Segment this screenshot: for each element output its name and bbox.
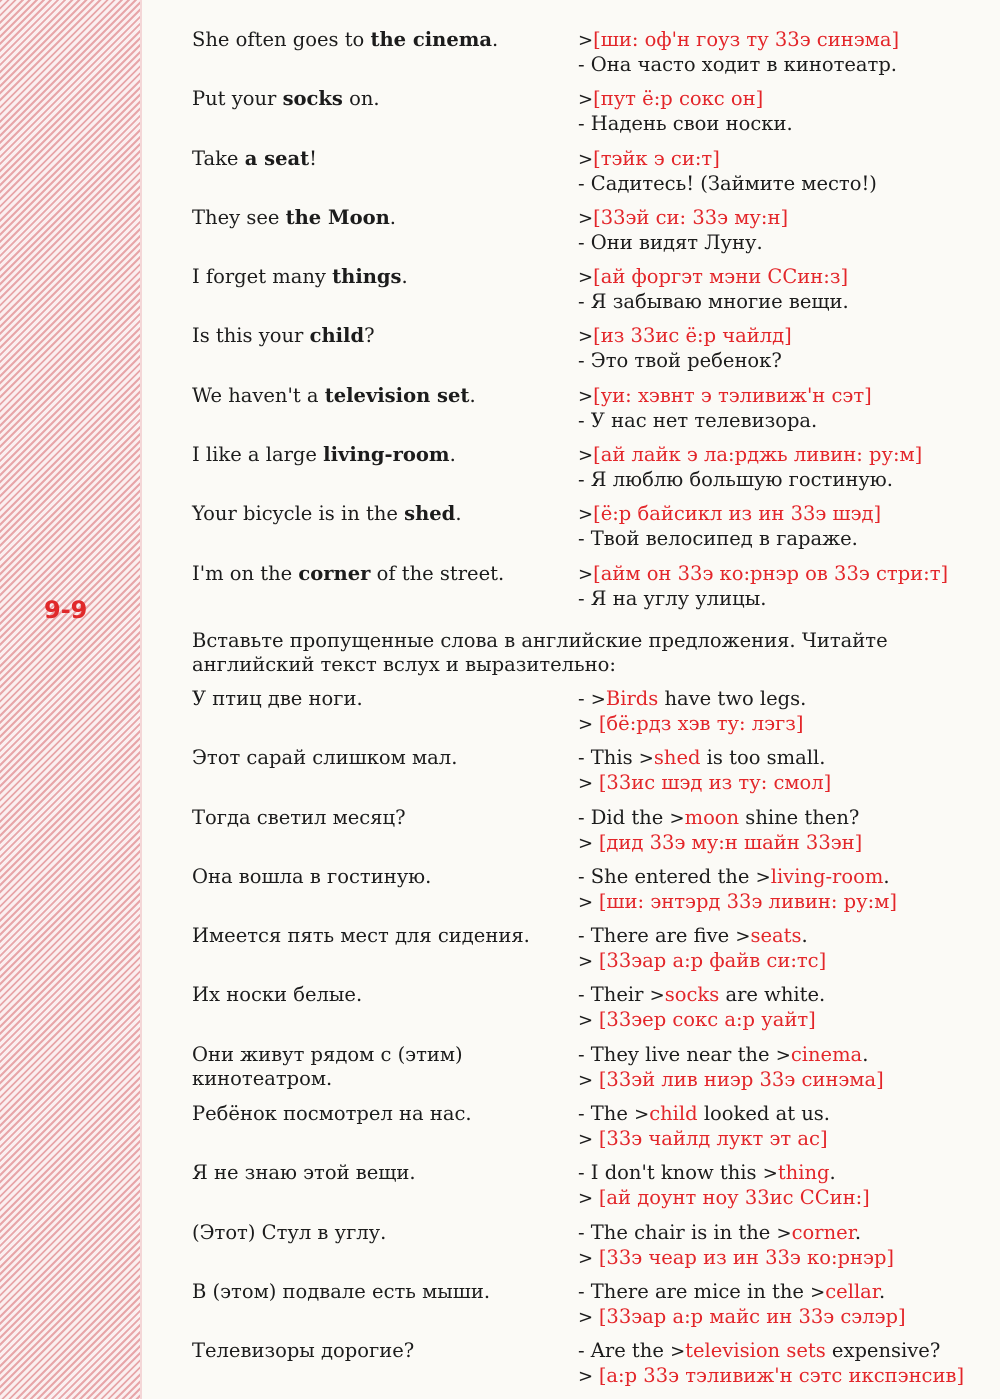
- translation-block: [578, 324, 978, 373]
- translation-block: [578, 147, 978, 196]
- russian-sentence-line: Телевизоры дорогие?: [192, 1339, 415, 1363]
- answer-suffix: are white.: [719, 983, 826, 1007]
- russian-sentence: [192, 1102, 572, 1126]
- answer-block: [578, 1102, 978, 1152]
- sentence-keyword: the Moon: [285, 205, 390, 229]
- decorative-side-stripe: [0, 0, 142, 1399]
- sentence-text: .: [389, 205, 396, 229]
- pointer-glyph: >: [578, 1129, 599, 1151]
- sentence-keyword: living-room: [323, 443, 450, 467]
- transcription: [33эар а:р файв си:тс]: [598, 949, 827, 973]
- translation-block: [578, 384, 978, 433]
- russian-sentence-line: У птиц две ноги.: [192, 686, 363, 710]
- sentence-text: We haven't a: [192, 383, 325, 407]
- sentence-row: [192, 28, 972, 87]
- transcription: [33э чайлд лукт эт ас]: [598, 1127, 828, 1151]
- sentence-text: .: [401, 265, 408, 289]
- sentence-text: of the street.: [370, 561, 505, 585]
- russian-translation: - Они видят Луну.: [578, 230, 763, 254]
- answer-suffix: have two legs.: [658, 686, 807, 710]
- answer-block: [578, 1043, 978, 1093]
- sentence-row: [192, 443, 972, 502]
- filled-answer: Birds: [605, 686, 659, 710]
- answer-prefix: - Are the: [578, 1339, 671, 1363]
- answer-suffix: .: [883, 864, 890, 888]
- sentence-row: [192, 502, 972, 561]
- transcription-line: [578, 265, 978, 290]
- sentence-text: .: [449, 443, 456, 467]
- answer-prefix: - This: [578, 746, 639, 770]
- english-answer-line: [578, 1280, 978, 1305]
- english-answer-line: [578, 687, 978, 712]
- filled-answer: thing: [777, 1161, 830, 1185]
- answer-block: [578, 983, 978, 1033]
- english-answer-line: [578, 1339, 978, 1364]
- pointer-glyph: >: [578, 1010, 599, 1032]
- pointer-glyph: >: [578, 1069, 599, 1091]
- answer-suffix: .: [829, 1161, 836, 1185]
- answer-prefix: - She entered the: [578, 864, 756, 888]
- pointer-glyph: >: [669, 807, 685, 829]
- english-answer-line: [578, 1221, 978, 1246]
- sentence-keyword: a seat: [244, 146, 310, 170]
- english-answer-line: [578, 1102, 978, 1127]
- exercise-row: [192, 746, 972, 805]
- translation-block: [578, 206, 978, 255]
- answer-suffix: .: [862, 1042, 869, 1066]
- russian-sentence: [192, 924, 572, 948]
- pointer-glyph: >: [578, 89, 594, 111]
- english-sentence: [192, 324, 572, 348]
- russian-translation: - Садитесь! (Займите место!): [578, 171, 877, 195]
- answer-prefix: - There are mice in the: [578, 1279, 811, 1303]
- transcription-line: [578, 206, 978, 231]
- russian-translation: - Я люблю большую гостиную.: [578, 468, 893, 492]
- translation-block: [578, 443, 978, 492]
- russian-sentence-line: Я не знаю этой вещи.: [192, 1161, 416, 1185]
- russian-sentence-line: Имеется пять мест для сидения.: [192, 924, 530, 948]
- sentence-text: I like a large: [192, 443, 324, 467]
- exercise-row: [192, 924, 972, 983]
- english-sentence: [192, 28, 572, 52]
- english-answer-line: [578, 1043, 978, 1068]
- pointer-glyph: >: [735, 926, 751, 948]
- answer-suffix: shine then?: [739, 805, 860, 829]
- exercise-row: [192, 806, 972, 865]
- transcription: [ай лайк э ла:рджь ливин: ру:м]: [593, 443, 923, 467]
- answer-block: [578, 1161, 978, 1211]
- transcription-line: [578, 1186, 978, 1211]
- exercise-row: [192, 687, 972, 746]
- russian-sentence: [192, 983, 572, 1007]
- transcription: [33ис шэд из ту: смол]: [598, 771, 832, 795]
- russian-sentence: [192, 746, 572, 770]
- russian-sentence-line: Их носки белые.: [192, 983, 363, 1007]
- pointer-glyph: >: [578, 385, 594, 407]
- sentence-row: [192, 206, 972, 265]
- exercise-row: [192, 1043, 972, 1102]
- sentence-row: [192, 87, 972, 146]
- transcription: [из 33ис ё:р чайлд]: [593, 324, 792, 348]
- sentence-list: [192, 28, 972, 621]
- russian-translation: - Надень свои носки.: [578, 112, 793, 136]
- russian-sentence-line: Они живут рядом с (этим): [192, 1042, 463, 1066]
- transcription: [а:р 33э тэливиж'н сэтс икспэнсив]: [598, 1364, 965, 1388]
- transcription-line: [578, 1305, 978, 1330]
- pointer-glyph: >: [776, 1222, 792, 1244]
- sentence-keyword: the cinema: [370, 28, 493, 51]
- transcription-line: [578, 831, 978, 856]
- russian-sentence: [192, 1161, 572, 1185]
- english-sentence: [192, 87, 572, 111]
- translation-block: [578, 562, 978, 611]
- transcription-line: [578, 771, 978, 796]
- russian-translation: - У нас нет телевизора.: [578, 408, 818, 432]
- answer-prefix: -: [578, 686, 591, 710]
- english-sentence: [192, 265, 572, 289]
- pointer-glyph: >: [670, 1341, 686, 1363]
- russian-translation: - Я забываю многие вещи.: [578, 290, 849, 314]
- pointer-glyph: >: [578, 951, 599, 973]
- transcription-line: [578, 712, 978, 737]
- sentence-text: Is this your: [192, 324, 310, 348]
- pointer-glyph: >: [578, 326, 594, 348]
- filled-answer: child: [649, 1102, 698, 1126]
- russian-translation: - Она часто ходит в кинотеатр.: [578, 53, 898, 76]
- pointer-glyph: >: [578, 832, 599, 854]
- english-answer-line: [578, 865, 978, 890]
- filled-answer: moon: [684, 805, 740, 829]
- exercise-row: [192, 1102, 972, 1161]
- sentence-text: Put your: [192, 87, 283, 111]
- russian-translation: - Это твой ребенок?: [578, 349, 782, 373]
- pointer-glyph: >: [578, 713, 599, 735]
- russian-sentence-line: (Этот) Стул в углу.: [192, 1220, 387, 1244]
- answer-suffix: .: [801, 924, 808, 948]
- transcription: [ши: энтэрд 33э ливин: ру:м]: [598, 889, 897, 913]
- exercise-row: [192, 1221, 972, 1280]
- answer-block: [578, 1280, 978, 1330]
- answer-suffix: .: [854, 1220, 862, 1244]
- answer-suffix: is too small.: [700, 746, 826, 770]
- english-sentence: [192, 384, 572, 408]
- answer-block: [578, 687, 978, 737]
- sentence-text: .: [492, 28, 499, 51]
- transcription: [ё:р байсикл из ин 33э шэд]: [593, 502, 882, 526]
- answer-prefix: - There are five: [578, 924, 736, 948]
- english-sentence: [192, 502, 572, 526]
- answer-prefix: - Their: [578, 983, 650, 1007]
- pointer-glyph: >: [578, 267, 594, 289]
- sentence-keyword: corner: [298, 561, 371, 585]
- transcription-line: [578, 1127, 978, 1152]
- filled-answer: socks: [664, 983, 720, 1007]
- answer-prefix: - Did the: [578, 805, 670, 829]
- pointer-glyph: >: [590, 688, 606, 710]
- russian-sentence-line: В (этом) подвале есть мыши.: [192, 1279, 491, 1303]
- page-content: [192, 28, 972, 1399]
- transcription-line: [578, 324, 978, 349]
- sentence-row: [192, 147, 972, 206]
- answer-prefix: - I don't know this: [578, 1161, 763, 1185]
- exercise-row: [192, 1161, 972, 1220]
- transcription-line: [578, 443, 978, 468]
- filled-answer: cellar: [825, 1279, 879, 1303]
- answer-prefix: - The chair is in the: [578, 1220, 777, 1244]
- pointer-glyph: >: [578, 1188, 599, 1210]
- filled-answer: shed: [653, 746, 701, 770]
- russian-sentence: [192, 806, 572, 830]
- transcription-line: [578, 87, 978, 112]
- russian-translation: - Я на углу улицы.: [578, 586, 767, 610]
- sentence-keyword: television set: [324, 383, 470, 407]
- russian-sentence-line: Тогда светил месяц?: [192, 805, 406, 829]
- english-answer-line: [578, 983, 978, 1008]
- exercise-row: [192, 1280, 972, 1339]
- transcription-line: [578, 384, 978, 409]
- section-number: 9-9: [44, 596, 88, 624]
- russian-sentence: [192, 865, 572, 889]
- pointer-glyph: >: [578, 148, 594, 170]
- pointer-glyph: >: [578, 30, 594, 51]
- transcription: [ши: оф'н гоуз ту 33э синэма]: [593, 28, 900, 51]
- transcription: [ай форгэт мэни ССин:з]: [593, 265, 849, 289]
- translation-block: [578, 502, 978, 551]
- sentence-keyword: shed: [404, 502, 456, 526]
- english-answer-line: [578, 806, 978, 831]
- exercise-row: [192, 865, 972, 924]
- exercise-row: [192, 1339, 972, 1398]
- transcription: [33эй си: 33э му:н]: [593, 205, 789, 229]
- sentence-text: .: [455, 502, 462, 526]
- filled-answer: seats: [750, 924, 802, 948]
- pointer-glyph: >: [810, 1281, 826, 1303]
- answer-block: [578, 746, 978, 796]
- russian-sentence: [192, 1280, 572, 1304]
- pointer-glyph: >: [775, 1044, 791, 1066]
- transcription-line: [578, 1068, 978, 1093]
- answer-suffix: expensive?: [825, 1339, 941, 1363]
- pointer-glyph: >: [578, 207, 594, 229]
- transcription: [тэйк э си:т]: [593, 146, 720, 170]
- sentence-keyword: things: [332, 265, 402, 289]
- sentence-keyword: socks: [282, 87, 343, 111]
- answer-suffix: looked at us.: [697, 1102, 831, 1126]
- sentence-text: I forget many: [192, 265, 333, 289]
- transcription-line: [578, 890, 978, 915]
- transcription: [дид 33э му:н шайн 33эн]: [598, 830, 863, 854]
- pointer-glyph: >: [578, 773, 599, 795]
- transcription-line: [578, 28, 978, 53]
- answer-suffix: .: [879, 1279, 886, 1303]
- filled-answer: living-room: [770, 864, 884, 888]
- transcription: [пут ё:р сокс он]: [593, 87, 764, 111]
- answer-block: [578, 924, 978, 974]
- english-sentence: [192, 206, 572, 230]
- transcription-line: [578, 502, 978, 527]
- pointer-glyph: >: [578, 1306, 599, 1328]
- transcription: [бё:рдз хэв ту: лэгз]: [598, 711, 804, 735]
- exercise-row: [192, 983, 972, 1042]
- sentence-row: [192, 324, 972, 383]
- transcription: [уи: хэвнт э тэливиж'н сэт]: [593, 383, 872, 407]
- transcription-line: [578, 1246, 978, 1271]
- answer-block: [578, 1221, 978, 1271]
- sentence-text: Take: [192, 146, 245, 170]
- transcription: [ай доунт ноу 33ис ССин:]: [598, 1186, 870, 1210]
- russian-translation: - Твой велосипед в гараже.: [578, 527, 858, 551]
- sentence-row: [192, 562, 972, 621]
- sentence-text: on.: [342, 87, 380, 111]
- english-sentence: [192, 562, 572, 586]
- sentence-text: I'm on the: [192, 561, 299, 585]
- russian-sentence-line: кинотеатром.: [192, 1066, 333, 1090]
- sentence-row: [192, 384, 972, 443]
- sentence-text: !: [309, 146, 317, 170]
- russian-sentence-line: Этот сарай слишком мал.: [192, 746, 458, 770]
- translation-block: [578, 265, 978, 314]
- transcription: [33эй лив ниэр 33э синэма]: [598, 1067, 884, 1091]
- pointer-glyph: >: [578, 891, 599, 913]
- transcription: [33эер сокс а:р уайт]: [598, 1008, 816, 1032]
- transcription-line: [578, 147, 978, 172]
- transcription-line: [578, 1008, 978, 1033]
- sentence-text: They see: [192, 205, 286, 229]
- pointer-glyph: >: [578, 445, 594, 467]
- transcription: [33эар а:р майс ин 33э сэлэр]: [598, 1304, 906, 1328]
- sentence-keyword: child: [309, 324, 365, 348]
- transcription: [33э чеар из ин 33э ко:рнэр]: [598, 1245, 895, 1269]
- pointer-glyph: >: [634, 1104, 650, 1126]
- filled-answer: television sets: [685, 1339, 826, 1363]
- answer-block: [578, 1339, 978, 1389]
- pointer-glyph: >: [578, 563, 594, 585]
- russian-sentence-line: Она вошла в гостиную.: [192, 864, 432, 888]
- filled-answer: corner: [791, 1220, 855, 1244]
- english-sentence: [192, 147, 572, 171]
- sentence-text: ?: [364, 324, 375, 348]
- sentence-text: .: [469, 383, 476, 407]
- answer-block: [578, 806, 978, 856]
- pointer-glyph: >: [649, 985, 665, 1007]
- exercise-list: [192, 687, 972, 1399]
- answer-prefix: - The: [578, 1102, 635, 1126]
- russian-sentence: [192, 1043, 572, 1091]
- translation-block: [578, 28, 978, 77]
- pointer-glyph: >: [755, 866, 771, 888]
- english-sentence: [192, 443, 572, 467]
- russian-sentence: [192, 1221, 572, 1245]
- english-answer-line: [578, 924, 978, 949]
- transcription-line: [578, 1364, 978, 1389]
- translation-block: [578, 87, 978, 136]
- english-answer-line: [578, 1161, 978, 1186]
- pointer-glyph: >: [638, 748, 654, 770]
- pointer-glyph: >: [762, 1163, 778, 1185]
- transcription-line: [578, 949, 978, 974]
- pointer-glyph: >: [578, 1247, 599, 1269]
- sentence-text: She often goes to: [192, 28, 371, 51]
- filled-answer: cinema: [790, 1042, 863, 1066]
- russian-sentence: [192, 1339, 572, 1363]
- sentence-text: Your bicycle is in the: [192, 502, 405, 526]
- pointer-glyph: >: [578, 504, 594, 526]
- transcription-line: [578, 562, 978, 587]
- exercise-instruction: Вставьте пропущенные слова в английские предложения. Читайте английский текст вслух и выразительно:: [192, 628, 888, 676]
- sentence-row: [192, 265, 972, 324]
- answer-prefix: - They live near the: [578, 1042, 776, 1066]
- russian-sentence-line: Ребёнок посмотрел на нас.: [192, 1102, 472, 1126]
- russian-sentence: [192, 687, 572, 711]
- answer-block: [578, 865, 978, 915]
- english-answer-line: [578, 746, 978, 771]
- pointer-glyph: >: [578, 1366, 599, 1388]
- transcription: [айм он 33э ко:рнэр ов 33э стри:т]: [593, 561, 949, 585]
